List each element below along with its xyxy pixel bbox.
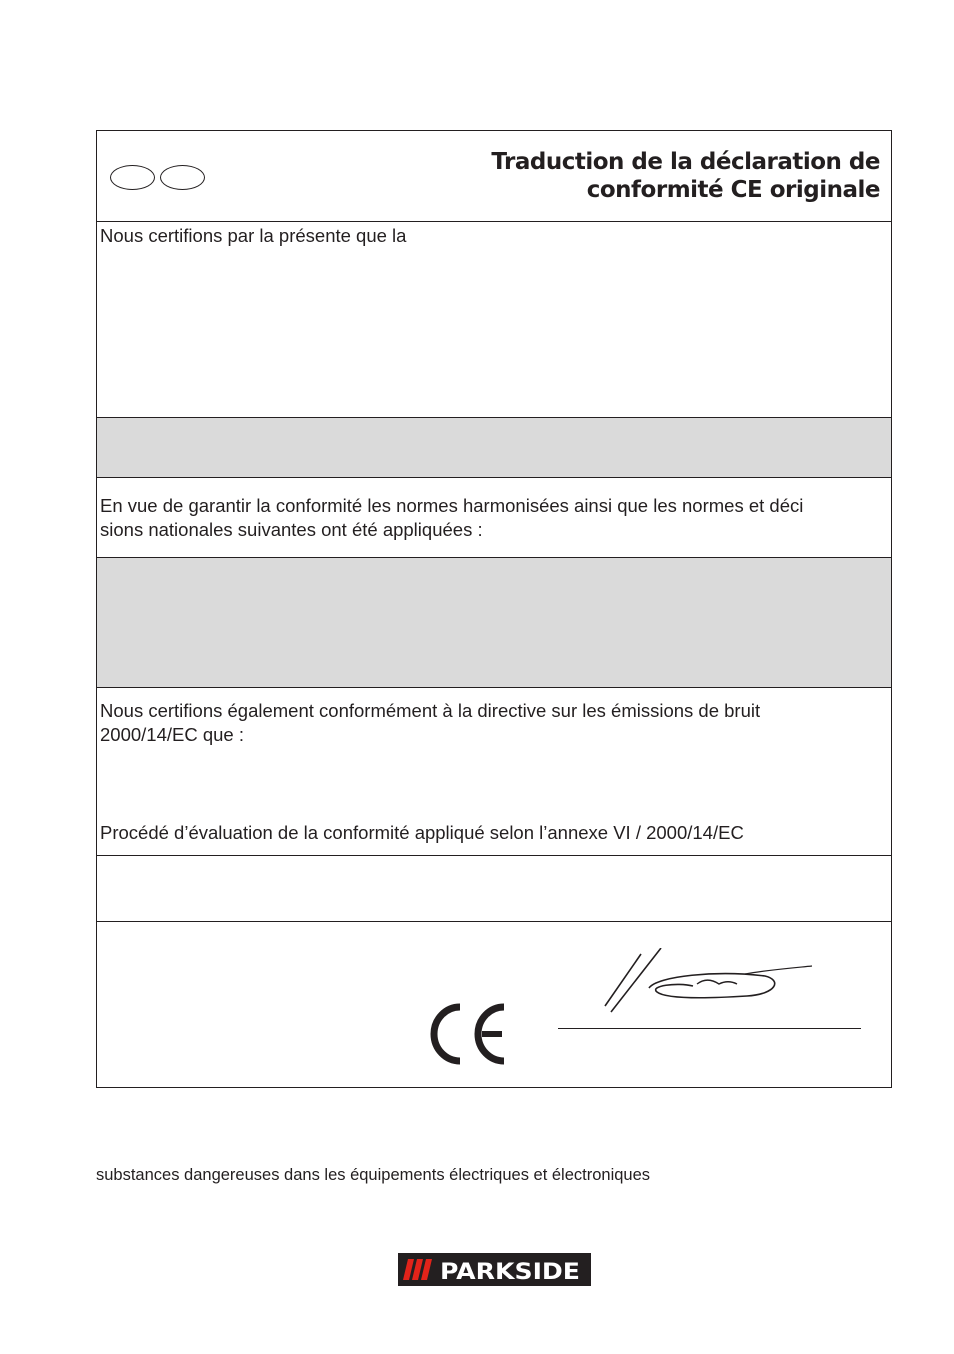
language-code-ovals [110, 165, 210, 191]
declaration-form [96, 130, 892, 1088]
harmonized-line-1: En vue de garantir la conformité les normes harmonisées ainsi que les normes et déci [100, 495, 804, 516]
title-line-2: conformité CE originale [586, 177, 880, 203]
parkside-logo [398, 1253, 591, 1286]
ce-mark-icon [424, 1001, 508, 1067]
oval-right [160, 165, 205, 190]
shaded-row-2 [97, 557, 891, 687]
page-title [420, 148, 880, 204]
signature-row [97, 921, 891, 1087]
product-row [97, 221, 891, 417]
noise-line-1: Nous certifions également conformément à la directive sur les émissions de bruit [100, 700, 761, 721]
noise-row [97, 687, 891, 855]
noise-line-2: 2000/14/EC que : [100, 724, 244, 745]
harmonized-line-2: sions nationales suivantes ont été appliquées : [100, 519, 483, 540]
blank-row [97, 855, 891, 921]
standards-row [97, 477, 891, 557]
logo-text: PARKSIDE [440, 1260, 580, 1285]
shaded-row-1 [97, 417, 891, 477]
title-line-1: Traduction de la déclaration de [491, 149, 880, 175]
signature-line [558, 1028, 861, 1029]
procedure-text: Procédé d’évaluation de la conformité appliqué selon l’annexe VI / 2000/14/EC [100, 822, 744, 843]
footnote-text: substances dangereuses dans les équipements électriques et électroniques [96, 1166, 651, 1184]
certify-intro-text: Nous certifions par la présente que la [100, 225, 407, 246]
signature-icon [597, 948, 817, 1018]
oval-left [110, 165, 155, 190]
header-row [97, 131, 891, 221]
